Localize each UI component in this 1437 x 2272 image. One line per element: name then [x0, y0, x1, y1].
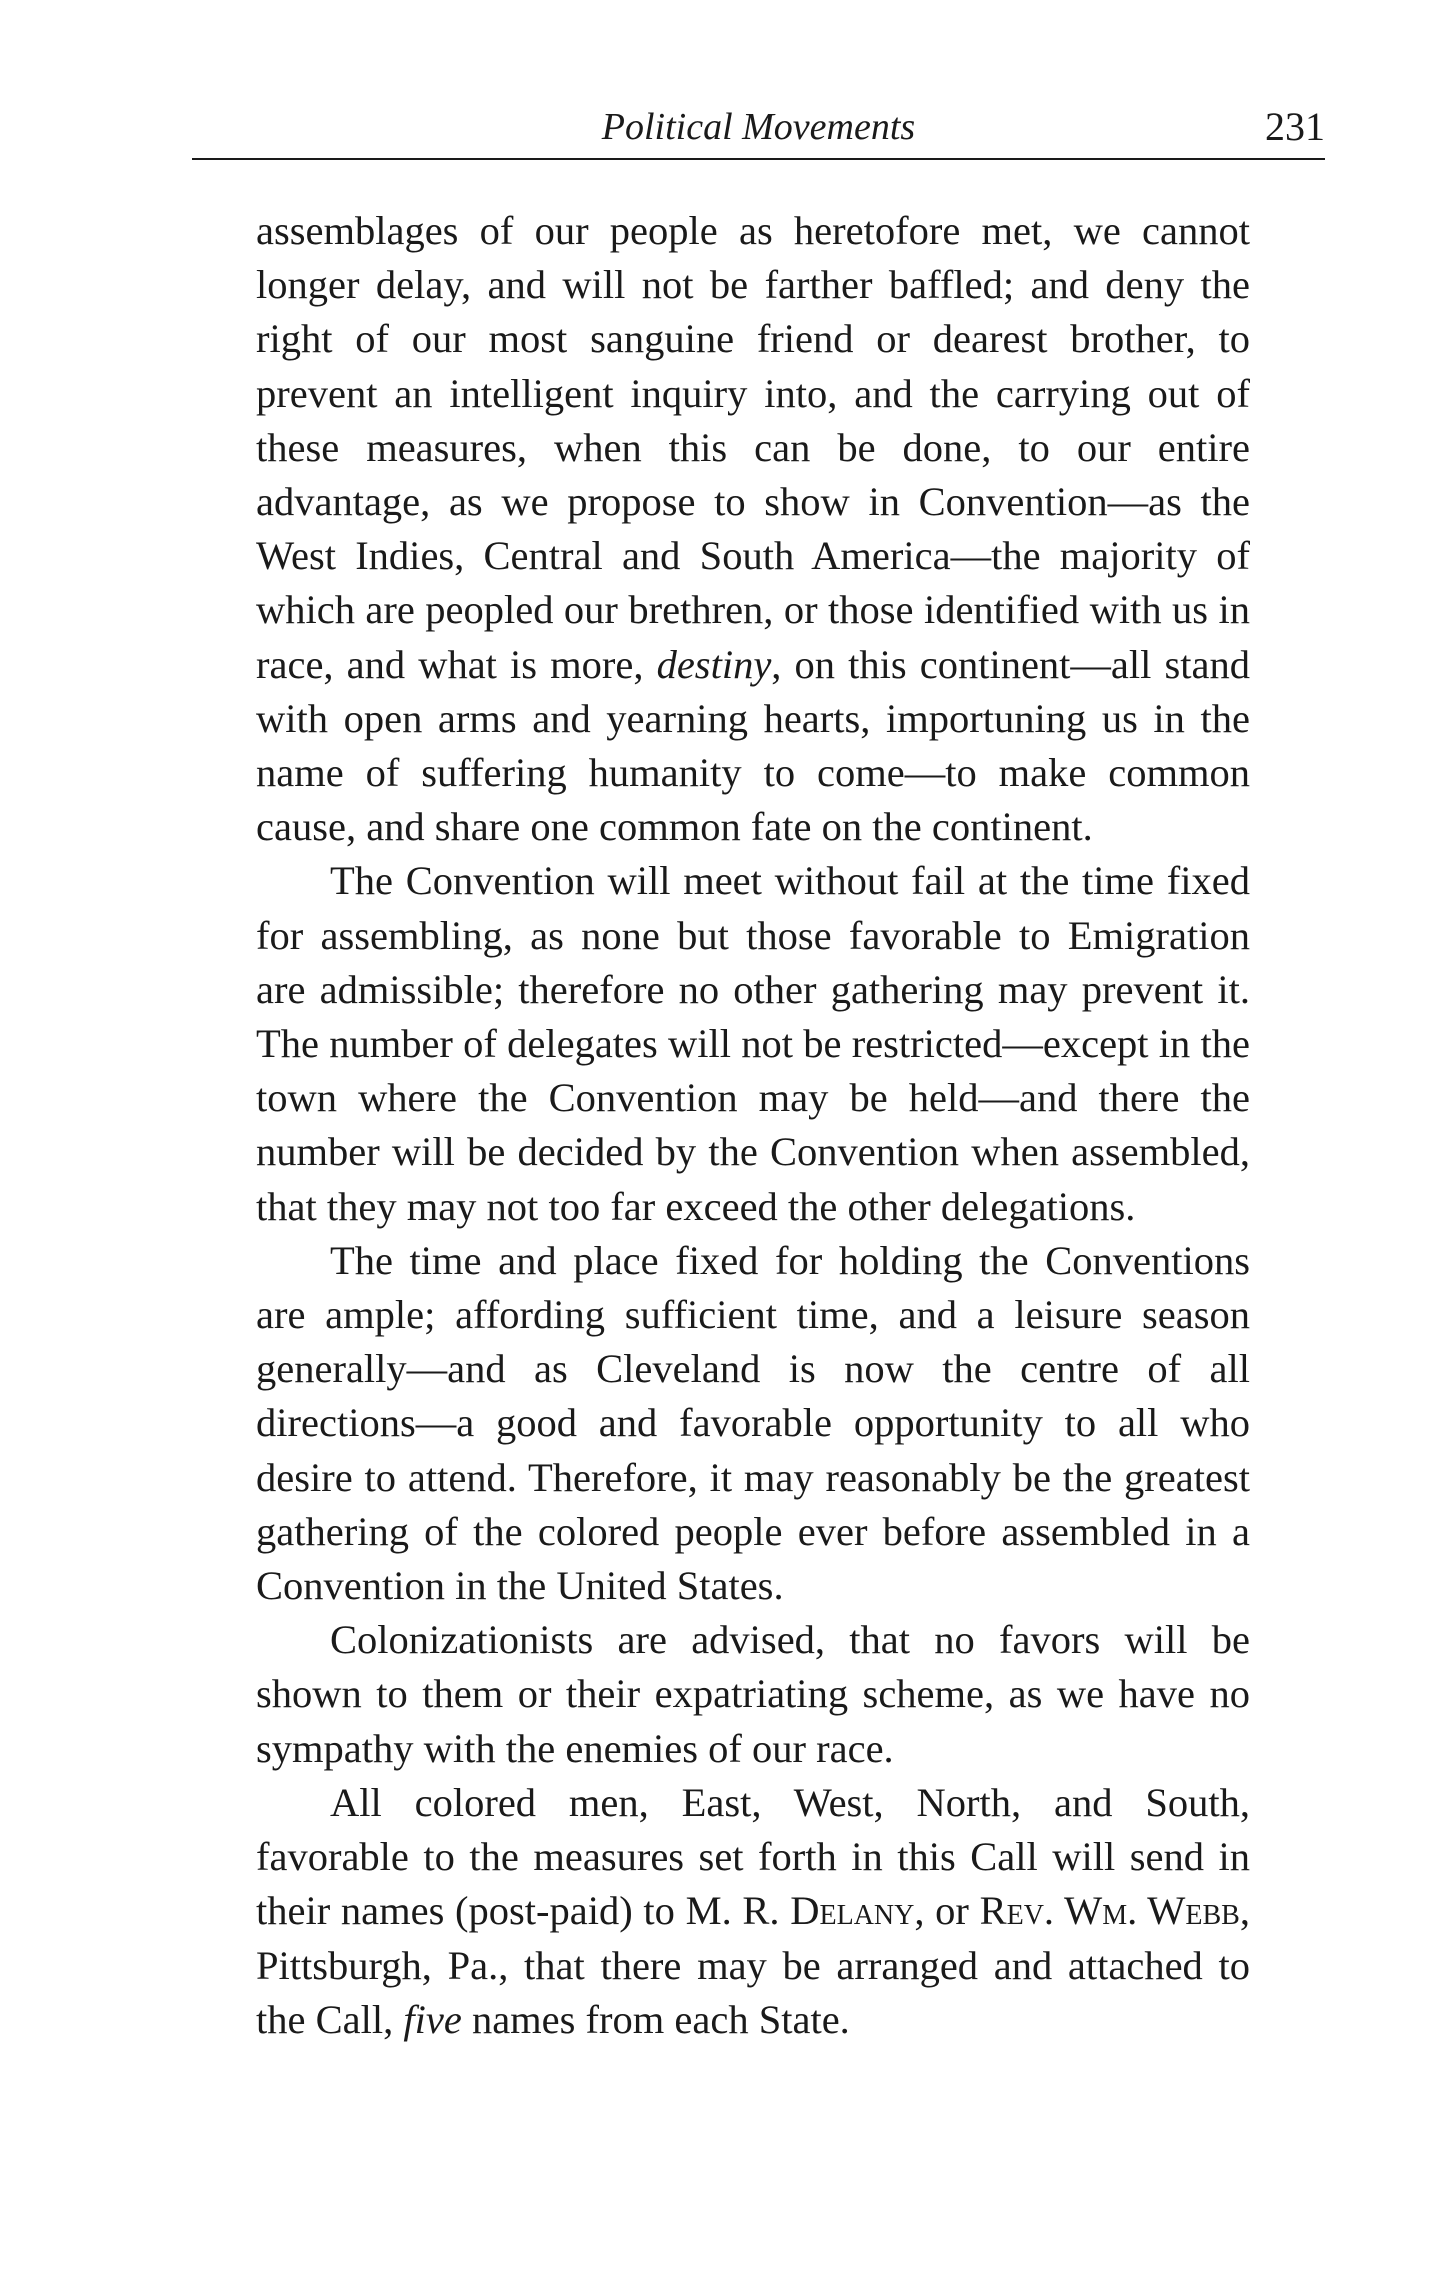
text-run: , or: [914, 1888, 980, 1934]
text-run: The Convention will meet without fail at the time fixed for assembling, as none but those favorable to Emigration are admissible; therefore no other gathering may prevent it. The number of delegates will not be restricted—except in the town where the Convention may be held—and there the number will be decided by the Convention when assembled, that they may not too far exceed the other delegations.: [256, 858, 1250, 1229]
text-run: All colored men, East, West, North, and South, favorable to the measures set forth in this Call will send in their names (post-paid) to M. R.: [256, 1779, 1250, 1934]
paragraph: [256, 1613, 1250, 1776]
paragraph: [256, 1776, 1250, 2047]
running-title: Political Movements: [601, 106, 916, 148]
text-run: Colonizationists are advised, that no favors will be shown to them or their expatriating scheme, as we have no sympathy with the enemies of our race.: [256, 1617, 1250, 1771]
paragraph: [256, 1234, 1250, 1613]
text-run: The time and place fixed for holding the Conventions are ample; affording sufficient time, and a leisure season generally—and as Cleveland is now the centre of all directions—a good and favorable opportunity to all who desire to attend. Therefore, it may reasonably be the greatest gathering of the colored people ever before assembled in a Convention in the United States.: [256, 1237, 1250, 1609]
small-caps-name: Rev. Wm. Webb: [979, 1888, 1240, 1934]
text-run: names from each State.: [461, 1996, 850, 2042]
body-text: [256, 204, 1250, 2047]
italic-text: five: [403, 1996, 462, 2042]
small-caps-name: Delany: [790, 1888, 915, 1934]
header-rule: [192, 158, 1325, 160]
paragraph: [256, 854, 1250, 1233]
text-run: , Pittsburgh, Pa., that there may be arranged and attached to the Call,: [256, 1888, 1250, 2042]
text-run: , on this continent—all stand with open arms and yearning hearts, importuning us in the name of suffering humanity to come—to make common cause, and share one common fate on the continent.: [256, 641, 1250, 850]
text-run: assemblages of our people as heretofore met, we cannot longer delay, and will not be farther baffled; and deny the right of our most sanguine friend or dearest brother, to prevent an intelligent inquiry into, and the carrying out of these measures, when this can be done, to our entire advantage, as we propose to show in Convention—as the West Indies, Central and South America—the majority of which are peopled our brethren, or those identified with us in race, and what is more,: [256, 208, 1250, 687]
italic-text: destiny: [656, 641, 772, 687]
paragraph: [256, 204, 1250, 854]
page-number: 231: [1265, 104, 1325, 149]
running-head: [192, 102, 1325, 162]
